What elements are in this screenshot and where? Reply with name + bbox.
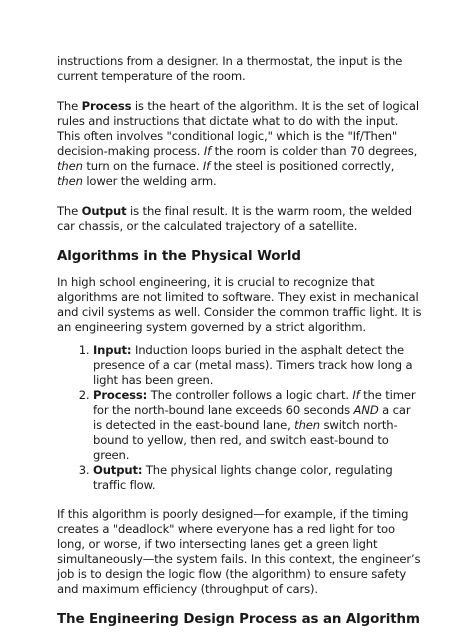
traffic-intro-paragraph: In high school engineering, it is crucial to recognize that algorithms are not limited to software. They exist in mechanical and civil systems as well. Consider the common traffic light. It is an engineering system governed by a strict algorithm. [57,275,422,334]
heading-physical-world: Algorithms in the Physical World [57,249,301,264]
list-item-output: 3. Output: The physical lights change color, regulating traffic flow. [93,463,422,493]
list-item-input: 1. Input: Induction loops buried in the asphalt detect the presence of a car (metal mass). Timers track how long a light has been green. [93,343,422,388]
document-page [57,54,422,638]
traffic-steps-list [57,343,422,493]
process-term: Process [81,99,132,113]
list-item-process: 2. Process: The controller follows a logic chart. If the timer for the north-bound lane exceeds 60 seconds AND a car is detected in the east-bound lane, then switch north-bound to yellow, then red, and switch east-bound to green. [93,388,422,463]
intro-continuation-paragraph: instructions from a designer. In a thermostat, the input is the current temperature of the room. [57,54,403,83]
failure-paragraph: If this algorithm is poorly designed—for example, if the timing creates a "deadlock" where everyone has a red light for too long, or worse, if two intersecting lanes get a green light simultaneously—the system fails. In this context, the engineer’s job is to design the logic flow (the algorithm) to ensure safety and maximum efficiency (throughput of cars). [57,507,421,596]
output-term: Output [81,204,127,218]
heading-design-process: The Engineering Design Process as an Algorithm [57,612,420,627]
output-paragraph: The Output is the final result. It is the warm room, the welded car chassis, or the calculated trajectory of a satellite. [57,204,412,233]
process-paragraph: The Process is the heart of the algorithm. It is the set of logical rules and instructions that dictate what to do with the input. This often involves "conditional logic," which is the "If/Then" decision-making process. If the room is colder than 70 degrees, then turn on the furnace. If the steel is positioned correctly, then lower the welding arm. [57,99,419,188]
